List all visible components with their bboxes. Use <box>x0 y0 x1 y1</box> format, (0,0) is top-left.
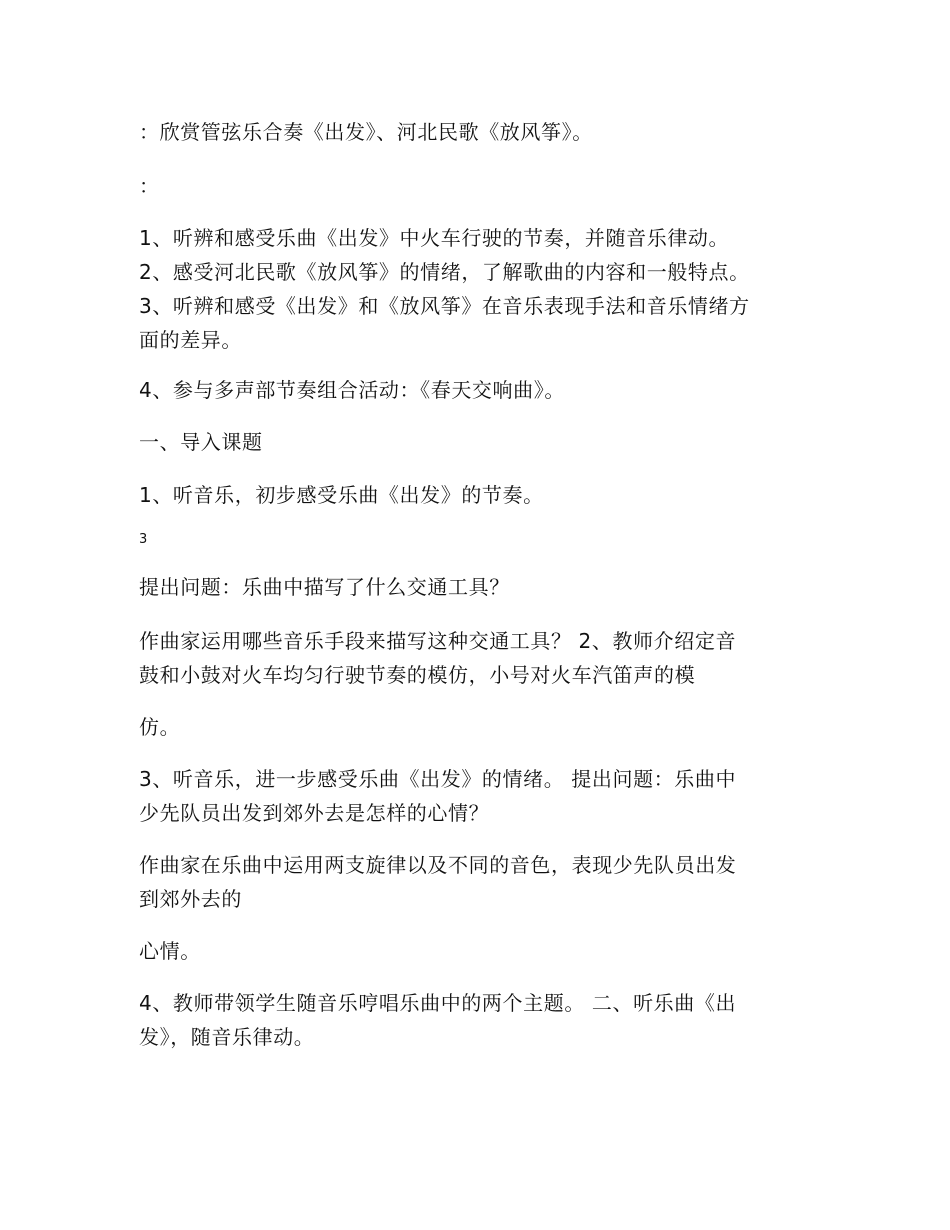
text-line: 作曲家运用哪些音乐手段来描写这种交通工具？ 2、教师介绍定音 <box>139 629 737 653</box>
text-line: 作曲家在乐曲中运用两支旋律以及不同的音色，表现少先队员出发 <box>139 853 737 877</box>
text-line: 发》，随音乐律动。 <box>139 1025 315 1049</box>
text-line: ： <box>139 174 160 198</box>
text-line: 心情。 <box>139 939 201 963</box>
text-line: 3、听音乐，进一步感受乐曲《出发》的情绪。 提出问题：乐曲中 <box>139 767 737 791</box>
text-line: 3、听辨和感受《出发》和《放风筝》在音乐表现手法和音乐情绪方 <box>139 294 750 318</box>
text-line: 2、感受河北民歌《放风筝》的情绪，了解歌曲的内容和一般特点。 <box>139 260 750 284</box>
text-line: 少先队员出发到郊外去是怎样的心情？ <box>139 801 490 825</box>
text-line: 鼓和小鼓对火车均匀行驶节奏的模仿，小号对火车汽笛声的模 <box>139 663 696 687</box>
text-line: 提出问题：乐曲中描写了什么交通工具？ <box>139 575 510 599</box>
section-heading: 一、导入课题 <box>139 430 263 454</box>
text-line: 1、听音乐，初步感受乐曲《出发》的节奏。 <box>139 483 544 507</box>
page-number: 3 <box>139 532 148 547</box>
text-line: 仿。 <box>139 715 181 739</box>
text-line: 4、参与多声部节奏组合活动：《春天交响曲》。 <box>139 378 565 402</box>
text-line: 面的差异。 <box>139 328 242 352</box>
text-line: 4、教师带领学生随音乐哼唱乐曲中的两个主题。 二、听乐曲《出 <box>139 991 737 1015</box>
text-line: ：欣赏管弦乐合奏《出发》、河北民歌《放风筝》。 <box>139 120 593 144</box>
text-line: 到郊外去的 <box>139 887 242 911</box>
text-line: 1、听辨和感受乐曲《出发》中火车行驶的节奏，并随音乐律动。 <box>139 226 730 250</box>
